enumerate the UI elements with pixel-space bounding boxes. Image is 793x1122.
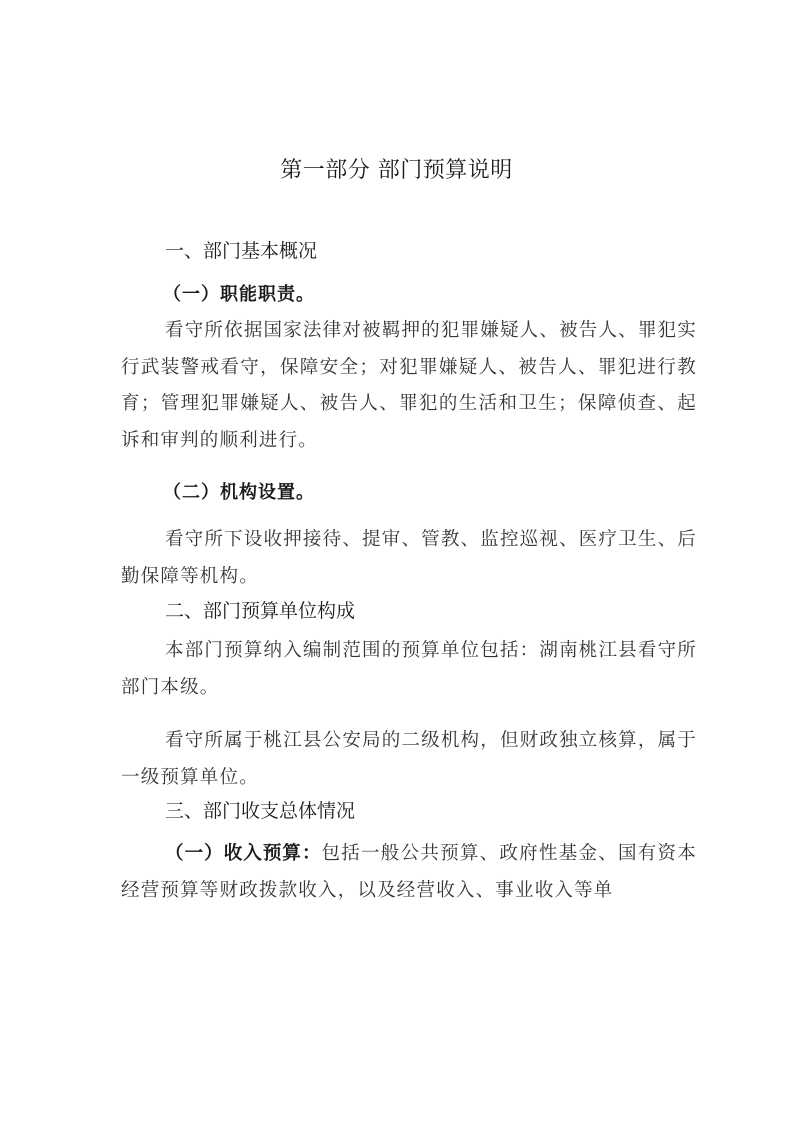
paragraph-organization: 看守所下设收押接待、提审、管教、监控巡视、医疗卫生、后勤保障等机构。 [121,529,697,587]
section-heading-revenue-expenditure: 三、部门收支总体情况 [165,800,356,822]
section-heading-basic-overview: 一、部门基本概况 [165,240,318,262]
paragraph-budget-units: 本部门预算纳入编制范围的预算单位包括：湖南桃江县看守所部门本级。 [121,640,697,698]
subsection-heading-functions: （一）职能职责。 [163,284,315,305]
section-heading-budget-units: 二、部门预算单位构成 [165,600,356,622]
revenue-budget-text: 包括一般公共预算、政府性基金、国有资本经营预算等财政拨款收入，以及经营收入、事业收入等单 [121,843,697,901]
subsection-heading-organization: （二）机构设置。 [163,482,315,503]
paragraph-functions: 看守所依据国家法律对被羁押的犯罪嫌疑人、被告人、罪犯实行武装警戒看守，保障安全；对犯罪嫌疑人、被告人、罪犯进行教育；管理犯罪嫌疑人、被告人、罪犯的生活和卫生；保障侦查、起诉和审判的顺利进行。 [121,320,697,451]
page-title: 第一部分 部门预算说明 [280,158,513,183]
revenue-budget-lead: （一）收入预算： [165,843,322,864]
paragraph-revenue-budget [121,836,697,909]
paragraph-unit-status: 看守所属于桃江县公安局的二级机构，但财政独立核算，属于一级预算单位。 [121,730,697,788]
